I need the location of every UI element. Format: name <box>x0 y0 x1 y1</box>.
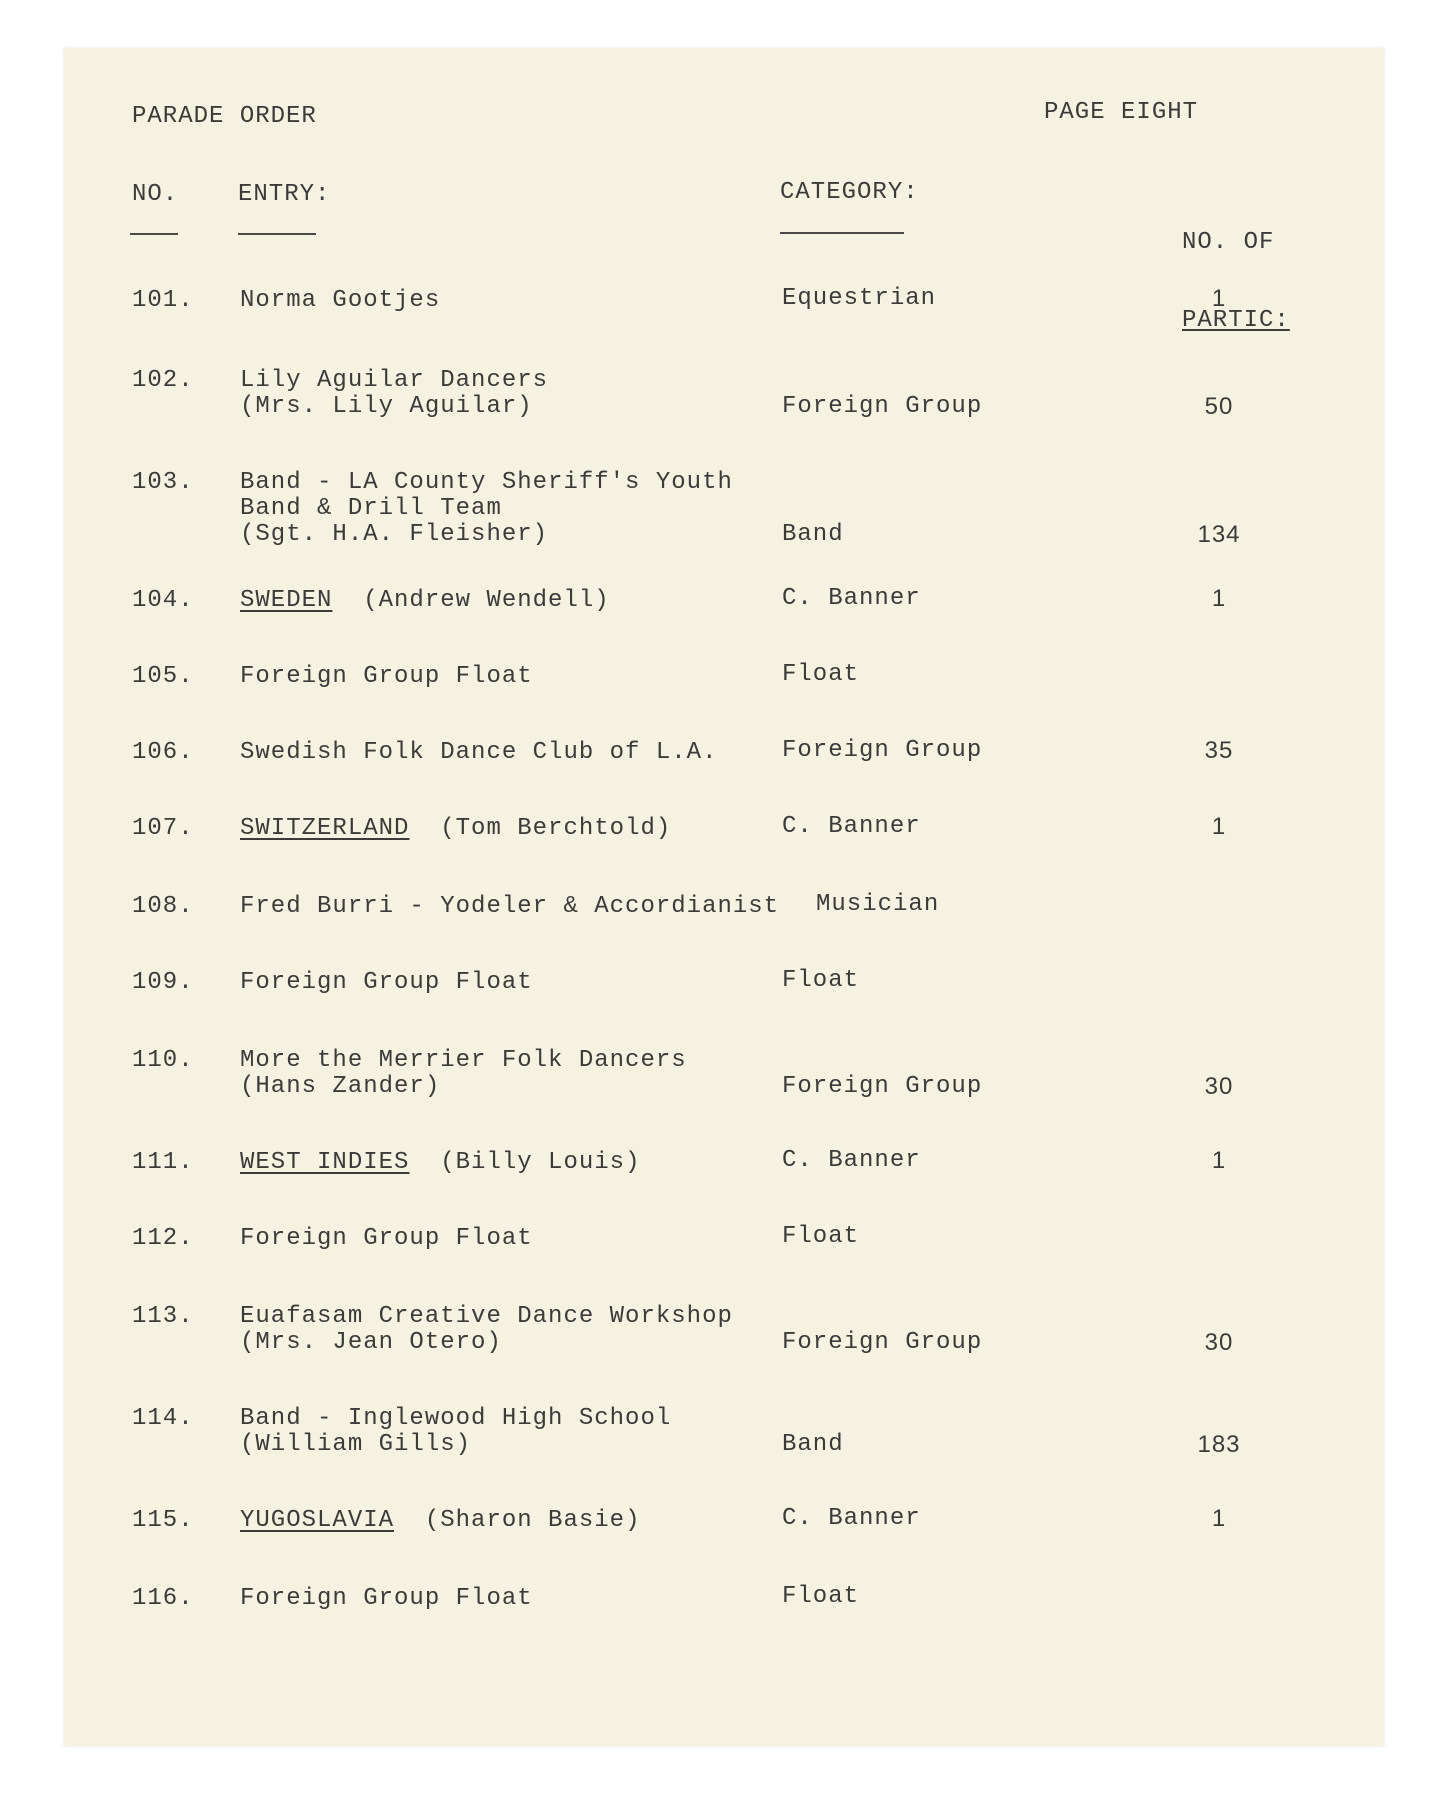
entry-category: C. Banner <box>782 1147 921 1174</box>
column-underline-number <box>130 233 178 235</box>
entry-name <box>240 1226 533 1252</box>
entry-name <box>240 1586 533 1612</box>
entry-line: (Sgt. H.A. Fleisher) <box>240 521 549 548</box>
entry-line: Lily Aguilar Dancers <box>240 367 549 394</box>
entry-line: Foreign Group Float <box>240 969 533 996</box>
participant-count: 1 <box>1211 585 1227 612</box>
entry-category: Float <box>782 661 860 688</box>
entry-number: 111. <box>132 1149 194 1176</box>
entry-number: 108. <box>132 893 194 920</box>
entry-name <box>240 1048 687 1100</box>
country-name: SWITZERLAND <box>240 815 410 842</box>
entry-name <box>240 1304 733 1356</box>
entry-line: Fred Burri - Yodeler & Accordianist <box>240 893 780 920</box>
entry-number: 112. <box>132 1225 194 1252</box>
entry-name <box>240 368 548 420</box>
page-number-label: PAGE EIGHT <box>1044 99 1199 126</box>
column-underline-category <box>780 232 904 234</box>
participant-count: 30 <box>1204 1329 1234 1356</box>
entry-number: 114. <box>132 1405 194 1432</box>
column-header-number: NO. <box>132 181 179 208</box>
entry-category: Foreign Group <box>782 737 983 764</box>
entry-name <box>240 816 671 842</box>
country-name: YUGOSLAVIA <box>240 1507 395 1534</box>
entry-number: 103. <box>132 469 194 496</box>
participant-count: 30 <box>1204 1073 1234 1100</box>
participants-header-line1: NO. OF <box>1182 229 1275 256</box>
entry-number: 116. <box>132 1585 194 1612</box>
entry-contact: (Tom Berchtold) <box>409 815 672 842</box>
page-title: PARADE ORDER <box>132 103 317 130</box>
entry-line: Foreign Group Float <box>240 1225 533 1252</box>
entry-number: 104. <box>132 587 194 614</box>
entry-line: (William Gills) <box>240 1431 472 1458</box>
country-name: WEST INDIES <box>240 1149 410 1176</box>
entry-category: Band <box>782 1431 844 1458</box>
entry-name <box>240 588 610 614</box>
column-header-entry: ENTRY: <box>238 181 331 208</box>
entry-number: 106. <box>132 739 194 766</box>
entry-line: Norma Gootjes <box>240 287 441 314</box>
participant-count: 50 <box>1204 393 1234 420</box>
entry-name <box>240 1406 671 1458</box>
entry-name <box>240 664 533 690</box>
entry-line: Band - LA County Sheriff's Youth <box>240 469 733 496</box>
entry-line: (Mrs. Lily Aguilar) <box>240 393 533 420</box>
entry-contact: (Sharon Basie) <box>394 1507 641 1534</box>
entry-line: Euafasam Creative Dance Workshop <box>240 1303 733 1330</box>
entry-number: 101. <box>132 287 194 314</box>
entry-category: Foreign Group <box>782 1073 983 1100</box>
entry-category: Float <box>782 1223 860 1250</box>
entry-category: Float <box>782 1583 860 1610</box>
participant-count: 134 <box>1197 521 1241 548</box>
entry-category: C. Banner <box>782 585 921 612</box>
column-underline-entry <box>238 233 316 235</box>
entry-number: 107. <box>132 815 194 842</box>
participant-count: 1 <box>1211 813 1227 840</box>
entry-line: Band & Drill Team <box>240 495 502 522</box>
entry-number: 109. <box>132 969 194 996</box>
participant-count: 1 <box>1211 1147 1227 1174</box>
document-page <box>64 48 1384 1746</box>
country-name: SWEDEN <box>240 587 333 614</box>
entry-line: (Mrs. Jean Otero) <box>240 1329 502 1356</box>
entry-name <box>240 894 779 920</box>
entry-name <box>240 740 717 766</box>
column-header-participants <box>1182 178 1290 386</box>
entry-number: 113. <box>132 1303 194 1330</box>
entry-line: Foreign Group Float <box>240 663 533 690</box>
entry-category: Foreign Group <box>782 393 983 420</box>
entry-name <box>240 1508 640 1534</box>
entry-category: Band <box>782 521 844 548</box>
entry-name <box>240 970 533 996</box>
participant-count: 183 <box>1197 1431 1241 1458</box>
entry-category: C. Banner <box>782 813 921 840</box>
entry-category: Float <box>782 967 860 994</box>
entry-number: 102. <box>132 367 194 394</box>
entry-line: Swedish Folk Dance Club of L.A. <box>240 739 718 766</box>
entry-number: 105. <box>132 663 194 690</box>
entry-line: Band - Inglewood High School <box>240 1405 672 1432</box>
entry-name <box>240 288 440 314</box>
participants-header-line2: PARTIC: <box>1182 307 1290 334</box>
entry-line: (Hans Zander) <box>240 1073 441 1100</box>
column-header-category: CATEGORY: <box>780 179 919 206</box>
entry-contact: (Andrew Wendell) <box>332 587 610 614</box>
participant-count: 1 <box>1211 1505 1227 1532</box>
entry-category: C. Banner <box>782 1505 921 1532</box>
entry-number: 110. <box>132 1047 194 1074</box>
entry-number: 115. <box>132 1507 194 1534</box>
entry-category: Equestrian <box>782 285 937 312</box>
entry-name <box>240 1150 640 1176</box>
participant-count: 35 <box>1204 737 1234 764</box>
entry-category: Musician <box>816 891 940 918</box>
participant-count: 1 <box>1211 285 1227 312</box>
entry-name <box>240 470 733 548</box>
entry-line: More the Merrier Folk Dancers <box>240 1047 687 1074</box>
entry-line: Foreign Group Float <box>240 1585 533 1612</box>
entry-category: Foreign Group <box>782 1329 983 1356</box>
entry-contact: (Billy Louis) <box>409 1149 641 1176</box>
